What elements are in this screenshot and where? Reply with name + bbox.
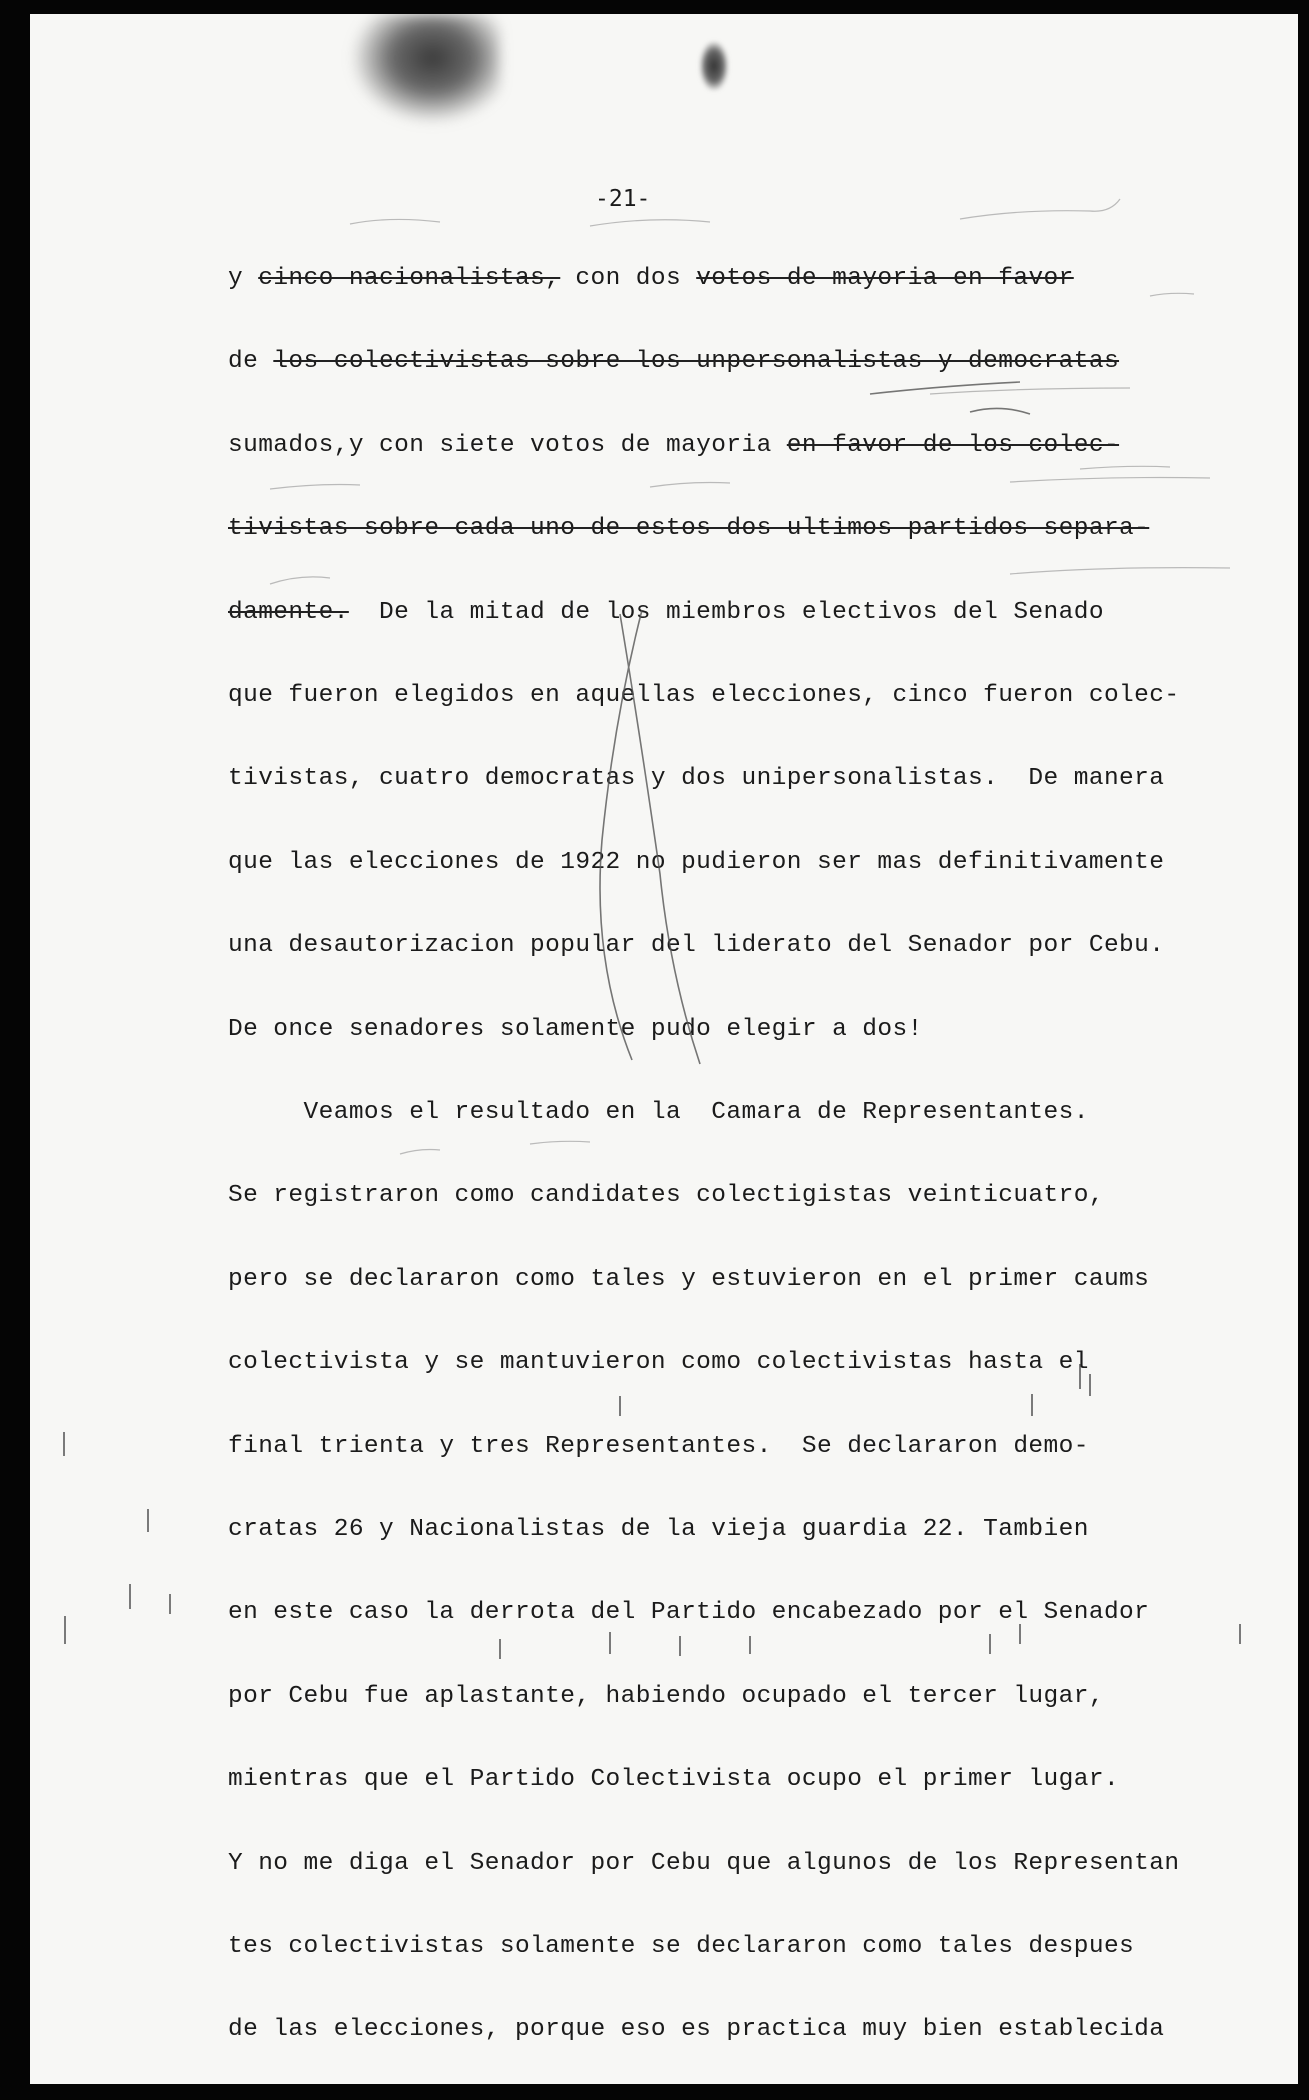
ink-stain bbox=[350, 14, 500, 124]
line-text: Se registraron como candidates colectigistas veinticuatro, bbox=[228, 1182, 1104, 1210]
text-line bbox=[228, 1598, 1149, 1628]
line-text: que las elecciones de 1922 no pudieron ser mas definitivamente bbox=[228, 848, 1165, 876]
text-line bbox=[228, 2015, 1164, 2045]
line-text: tivistas, cuatro democratas y dos unipersonalistas. De manera bbox=[228, 765, 1165, 793]
text-line bbox=[228, 264, 1074, 294]
text-line bbox=[228, 1181, 1104, 1211]
page-number: -21- bbox=[595, 186, 651, 212]
text-line bbox=[228, 1515, 1089, 1545]
document-page bbox=[30, 14, 1298, 2084]
line-text: una desautorizacion popular del liderato del Senador por Cebu. bbox=[228, 932, 1165, 960]
text-line bbox=[228, 1682, 1104, 1712]
text-line bbox=[228, 1432, 1089, 1462]
line-text: con dos bbox=[560, 265, 697, 292]
line-text: que fueron elegidos en aquellas elecciones, cinco fueron colec- bbox=[228, 682, 1180, 709]
struck-text: damente. bbox=[228, 598, 349, 626]
text-line bbox=[228, 514, 1149, 544]
line-text: por Cebu fue aplastante, habiendo ocupado el tercer lugar, bbox=[228, 1682, 1104, 1710]
text-line bbox=[228, 1932, 1134, 1962]
line-text: tes colectivistas solamente se declararon como tales despues bbox=[228, 1933, 1135, 1960]
line-text: mientras que el Partido Colectivista ocupo el primer lugar. bbox=[228, 1766, 1120, 1794]
text-line bbox=[228, 1098, 1089, 1128]
text-line bbox=[228, 1015, 923, 1045]
line-text: De la mitad de los miembros electivos del Senado bbox=[348, 598, 1104, 626]
text-line bbox=[228, 1849, 1179, 1879]
line-text: De once senadores solamente pudo elegir a dos! bbox=[228, 1015, 923, 1043]
line-text: de las elecciones, porque eso es practica muy bien establecida bbox=[228, 2016, 1165, 2044]
text-line bbox=[228, 1265, 1149, 1295]
line-text: Y no me diga el Senador por Cebu que algunos de los Representan bbox=[228, 1849, 1180, 1877]
text-line bbox=[228, 764, 1164, 794]
line-text: y bbox=[228, 265, 259, 292]
struck-text: los colectivistas sobre los unpersonalistas y democratas bbox=[273, 348, 1120, 376]
text-line bbox=[228, 1348, 1089, 1378]
text-line bbox=[228, 848, 1164, 878]
text-line bbox=[228, 1765, 1119, 1795]
struck-text: en favor de los colec- bbox=[786, 431, 1120, 459]
text-line bbox=[228, 598, 1104, 628]
line-text: cratas 26 y Nacionalistas de la vieja guardia 22. Tambien bbox=[228, 1516, 1089, 1543]
line-text: final trienta y tres Representantes. Se declararon demo- bbox=[228, 1432, 1089, 1460]
line-text: pero se declararon como tales y estuvieron en el primer caums bbox=[228, 1265, 1150, 1293]
text-line bbox=[228, 681, 1179, 711]
text-line bbox=[228, 431, 1119, 461]
line-text: de bbox=[228, 348, 274, 376]
text-line bbox=[228, 347, 1119, 377]
line-text: Veamos el resultado en la Camara de Representantes. bbox=[228, 1099, 1089, 1126]
line-text: colectivista y se mantuvieron como colectivistas hasta el bbox=[228, 1349, 1089, 1377]
struck-text: votos de mayoria en favor bbox=[696, 265, 1074, 292]
line-text: sumados,y con siete votos de mayoria bbox=[228, 431, 787, 459]
text-line bbox=[228, 931, 1164, 961]
struck-text: tivistas sobre cada uno de estos dos ultimos partidos separa- bbox=[228, 515, 1150, 543]
line-text: en este caso la derrota del Partido encabezado por el Senador bbox=[228, 1599, 1150, 1627]
struck-text: cinco nacionalistas, bbox=[258, 265, 561, 292]
ink-stain bbox=[700, 42, 728, 90]
